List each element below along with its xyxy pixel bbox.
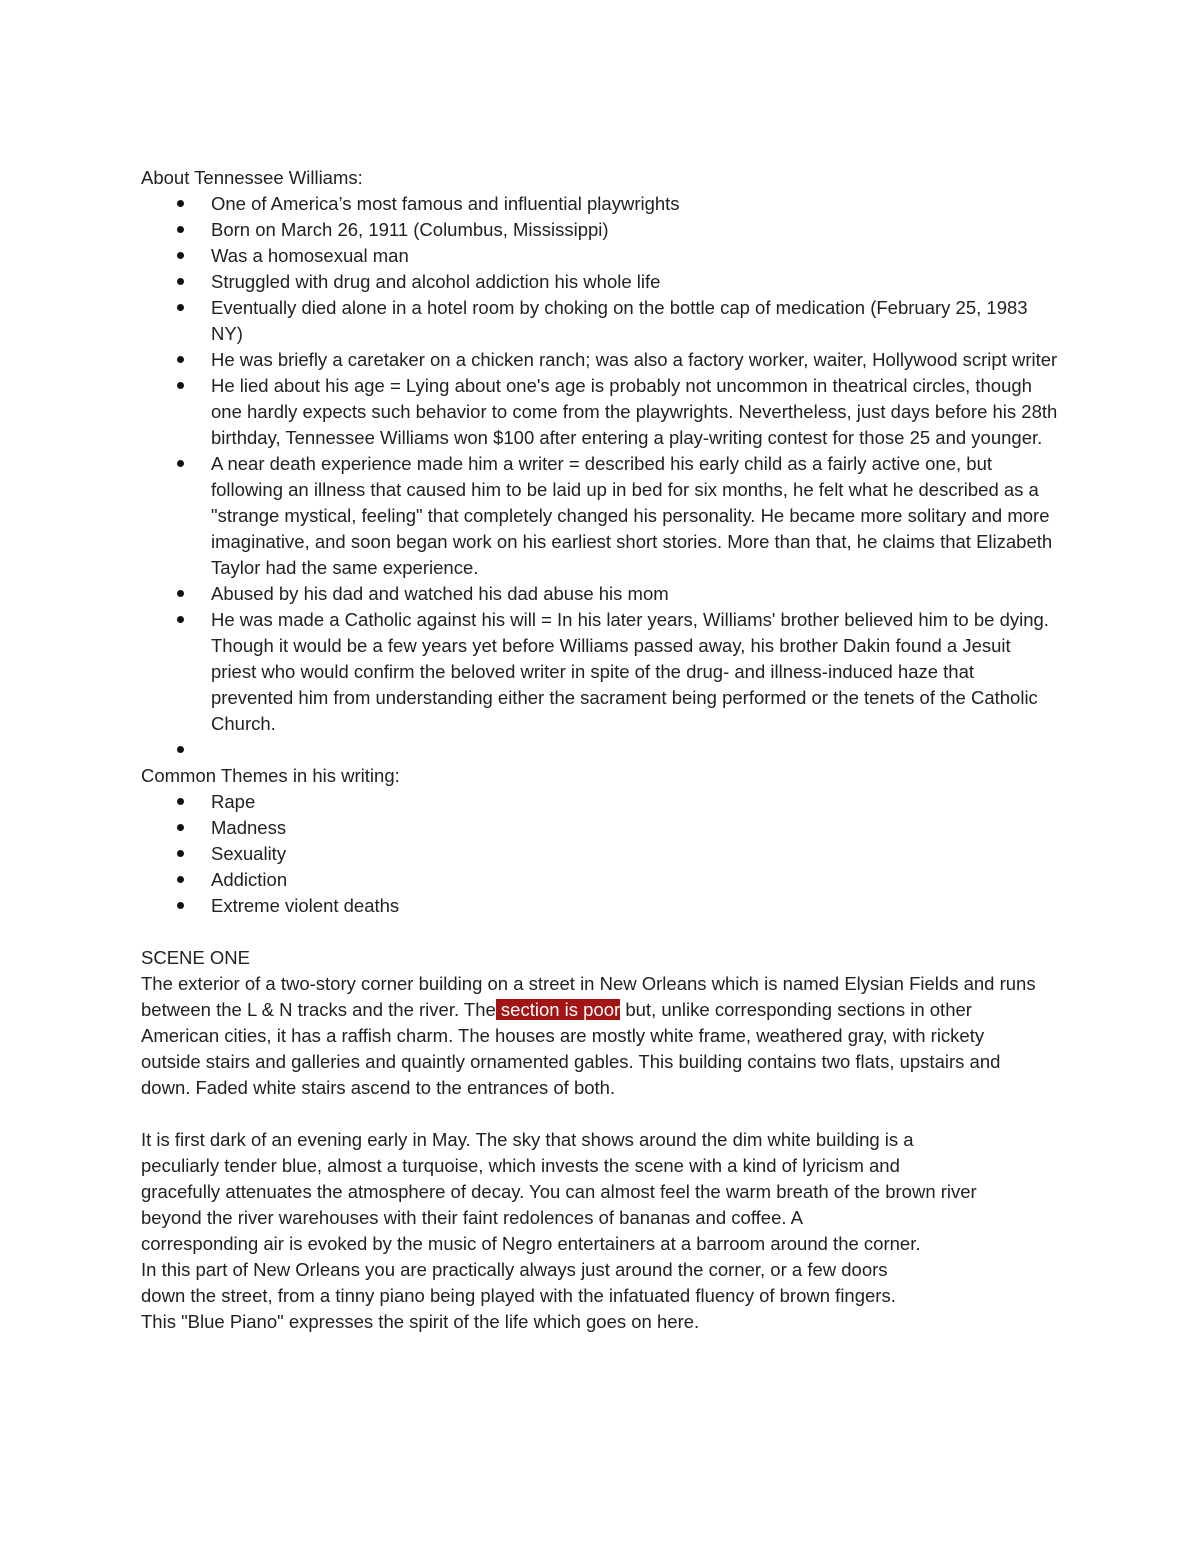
paragraph-line: In this part of New Orleans you are practically always just around the corner, or a few doors [141,1259,888,1280]
list-item [141,893,1061,919]
paragraph-text: but, unlike corresponding sections in other American cities, it has a raffish charm. The houses are mostly white frame, weathered gray, with rickety outside stairs and galleries and quaintly ornamented gables. This building contains two flats, upstairs and down. Faded white stairs ascend to the entrances of both. [141,999,1001,1098]
list-item [141,243,1061,269]
bullet-icon [177,382,184,389]
list-item-text: He was briefly a caretaker on a chicken ranch; was also a factory worker, waiter, Hollywood script writer [211,349,1058,370]
list-item [141,347,1061,373]
about-heading: About Tennessee Williams: [141,167,363,188]
bullet-icon [177,876,184,883]
list-item [141,867,1061,893]
bullet-icon [177,252,184,259]
bullet-icon [177,590,184,597]
paragraph-line: gracefully attenuates the atmosphere of decay. You can almost feel the warm breath of the brown river [141,1181,977,1202]
paragraph-line: It is first dark of an evening early in May. The sky that shows around the dim white building is a [141,1129,914,1150]
list-item-text: Eventually died alone in a hotel room by choking on the bottle cap of medication (February 25, 1983 NY) [211,297,1028,344]
list-item [141,269,1061,295]
list-item [141,581,1061,607]
list-item-text: Abused by his dad and watched his dad abuse his mom [211,583,669,604]
paragraph-line: beyond the river warehouses with their faint redolences of bananas and coffee. A [141,1207,803,1228]
list-item-text: Extreme violent deaths [211,895,400,916]
list-item-text: A near death experience made him a writer = described his early child as a fairly active one, but following an illness that caused him to be laid up in bed for six months, he felt what he described as a "strange mystical, feeling" that completely changed his personality. He became more solitary and more imaginative, and soon began work on his earliest short stories. More than that, he claims that Elizabeth Taylor had the same experience. [211,453,1053,578]
bullet-icon [177,356,184,363]
paragraph-line: This "Blue Piano" expresses the spirit of the life which goes on here. [141,1311,700,1332]
list-item [141,607,1061,737]
paragraph-line: down the street, from a tinny piano being played with the infatuated fluency of brown fingers. [141,1285,896,1306]
paragraph-line: corresponding air is evoked by the music of Negro entertainers at a barroom around the corner. [141,1233,921,1254]
paragraph-text: The exterior of a two-story corner building on a street in New Orleans which is named Elysian Fields and runs between the L & N tracks and the river. The [141,973,1036,1020]
bullet-icon [177,746,184,753]
bullet-icon [177,902,184,909]
bullet-icon [177,824,184,831]
list-item-text: Was a homosexual man [211,245,409,266]
list-item-text: He was made a Catholic against his will = In his later years, Williams' brother believed him to be dying. Though it would be a few years yet before Williams passed away, his brother Dakin found a Jesuit priest who would confirm the beloved writer in spite of the drug- and illness-induced haze that prevented him from understanding either the sacrament being performed or the tenets of the Catholic Church. [211,609,1049,734]
list-item [141,789,1061,815]
list-item-text: He lied about his age = Lying about one's age is probably not uncommon in theatrical circles, though one hardly expects such behavior to come from the playwrights. Nevertheless, just days before his 28th birthday, Tennessee Williams won $100 after entering a play-writing contest for those 25 and younger. [211,375,1058,448]
list-item [141,217,1061,243]
bullet-icon [177,850,184,857]
list-item [141,841,1061,867]
scene-paragraph-1 [141,971,1041,1101]
document-body [141,165,1061,1335]
bullet-icon [177,616,184,623]
list-item-text: Sexuality [211,843,287,864]
bullet-icon [177,460,184,467]
scene-title: SCENE ONE [141,947,250,968]
bullet-icon [177,798,184,805]
themes-list [141,789,1061,919]
scene-paragraph-2 [141,1127,1041,1335]
list-item [141,191,1061,217]
list-item [141,373,1061,451]
list-item-text: One of America’s most famous and influential playwrights [211,193,680,214]
list-item-text: Struggled with drug and alcohol addiction his whole life [211,271,661,292]
list-item-text: Rape [211,791,256,812]
list-item-text: Born on March 26, 1911 (Columbus, Mississippi) [211,219,609,240]
list-item [141,815,1061,841]
list-item-empty [141,737,1061,763]
bullet-icon [177,200,184,207]
bullet-icon [177,226,184,233]
list-item-text: Addiction [211,869,288,890]
highlighted-text[interactable]: section is poor [495,999,621,1020]
list-item [141,451,1061,581]
list-item-text: Madness [211,817,287,838]
themes-heading: Common Themes in his writing: [141,765,400,786]
paragraph-line: peculiarly tender blue, almost a turquoise, which invests the scene with a kind of lyricism and [141,1155,900,1176]
about-list [141,191,1061,763]
list-item [141,295,1061,347]
bullet-icon [177,278,184,285]
bullet-icon [177,304,184,311]
